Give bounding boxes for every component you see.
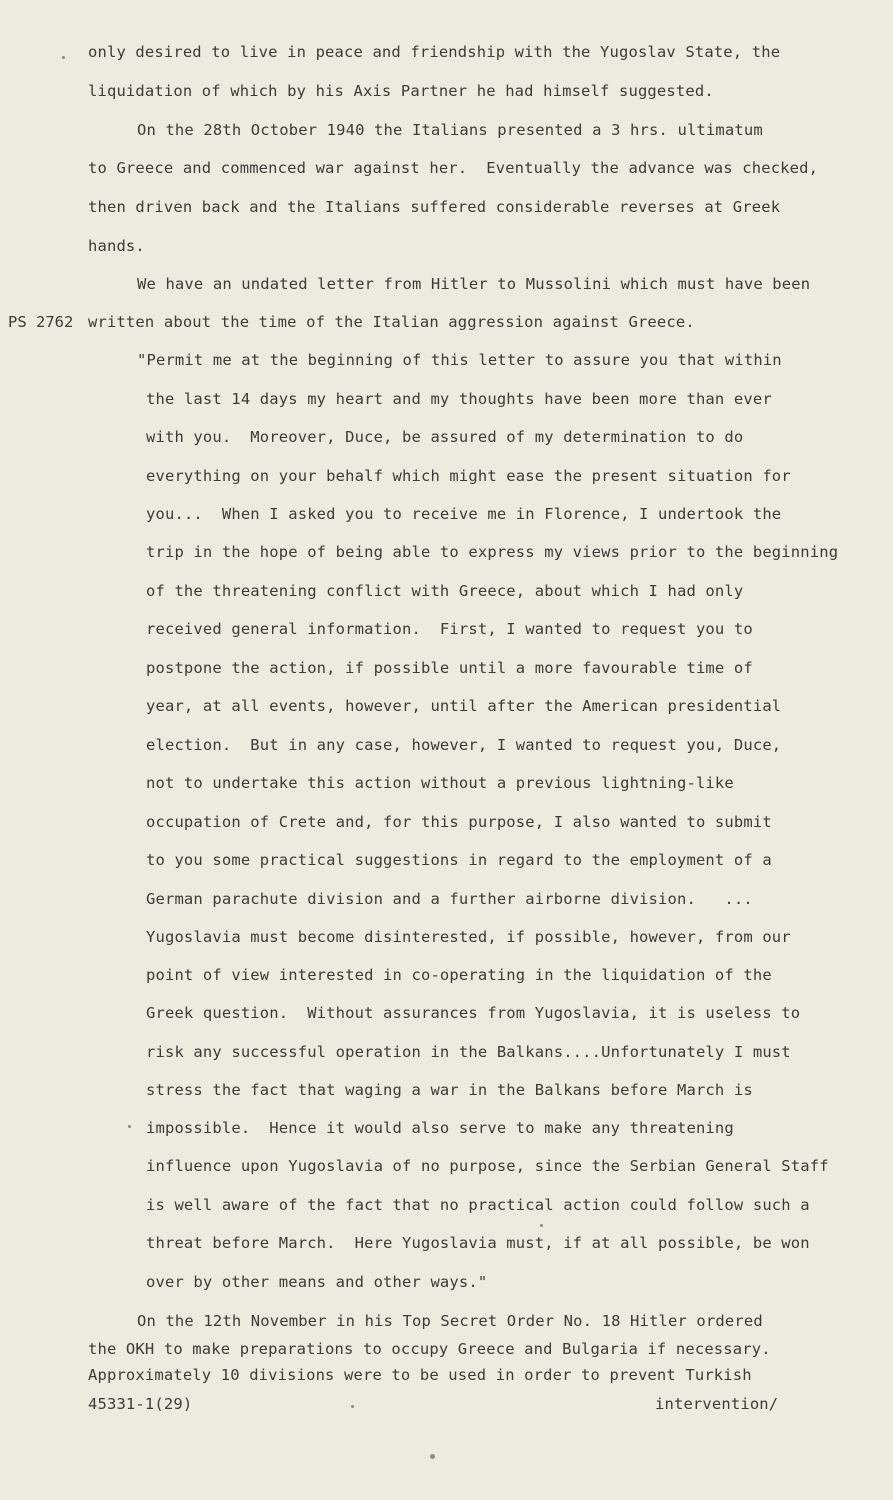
quote-line: stress the fact that waging a war in the Balkans before March is	[146, 1081, 753, 1099]
text-line: to Greece and commenced war against her. Eventually the advance was checked,	[88, 159, 819, 177]
quote-line: received general information. First, I wanted to request you to	[146, 620, 753, 638]
text-line: the OKH to make preparations to occupy Greece and Bulgaria if necessary.	[88, 1340, 771, 1358]
paper-speck	[128, 1125, 131, 1128]
text-line: written about the time of the Italian aggression against Greece.	[88, 313, 695, 331]
paper-speck	[351, 1405, 354, 1408]
quote-line: Yugoslavia must become disinterested, if possible, however, from our	[146, 928, 791, 946]
quote-line: impossible. Hence it would also serve to make any threatening	[146, 1119, 734, 1137]
quote-line: influence upon Yugoslavia of no purpose, since the Serbian General Staff	[146, 1157, 829, 1175]
paper-speck	[540, 1224, 543, 1227]
paper-speck	[430, 1454, 435, 1459]
quote-line: point of view interested in co-operating in the liquidation of the	[146, 966, 772, 984]
quote-line: you... When I asked you to receive me in Florence, I undertook the	[146, 505, 782, 523]
quote-line: occupation of Crete and, for this purpose, I also wanted to submit	[146, 813, 772, 831]
catchword: intervention/	[655, 1395, 779, 1413]
quote-line: to you some practical suggestions in regard to the employment of a	[146, 851, 772, 869]
quote-line: German parachute division and a further airborne division. ...	[146, 890, 753, 908]
text-line: On the 12th November in his Top Secret Order No. 18 Hitler ordered	[137, 1312, 763, 1330]
text-line: liquidation of which by his Axis Partner he had himself suggested.	[88, 82, 714, 100]
quote-line: year, at all events, however, until after the American presidential	[146, 697, 782, 715]
quote-line: not to undertake this action without a previous lightning-like	[146, 774, 734, 792]
text-line: On the 28th October 1940 the Italians presented a 3 hrs. ultimatum	[137, 121, 763, 139]
quote-line: trip in the hope of being able to express my views prior to the beginning	[146, 543, 839, 561]
paper-speck	[62, 56, 65, 59]
quote-line: is well aware of the fact that no practical action could follow such a	[146, 1196, 810, 1214]
text-line: Approximately 10 divisions were to be used in order to prevent Turkish	[88, 1366, 752, 1384]
quote-line: threat before March. Here Yugoslavia must, if at all possible, be won	[146, 1234, 810, 1252]
quote-line: Greek question. Without assurances from Yugoslavia, it is useless to	[146, 1004, 801, 1022]
text-line: then driven back and the Italians suffered considerable reverses at Greek	[88, 198, 781, 216]
quote-line: "Permit me at the beginning of this letter to assure you that within	[137, 351, 782, 369]
margin-reference: PS 2762	[8, 313, 74, 331]
quote-line: the last 14 days my heart and my thoughts have been more than ever	[146, 390, 772, 408]
document-number: 45331-1(29)	[88, 1395, 193, 1413]
text-line: We have an undated letter from Hitler to Mussolini which must have been	[137, 275, 811, 293]
text-line: hands.	[88, 237, 145, 255]
quote-line: over by other means and other ways."	[146, 1273, 488, 1291]
quote-line: election. But in any case, however, I wanted to request you, Duce,	[146, 736, 782, 754]
quote-line: of the threatening conflict with Greece, about which I had only	[146, 582, 744, 600]
quote-line: everything on your behalf which might ease the present situation for	[146, 467, 791, 485]
quote-line: risk any successful operation in the Balkans....Unfortunately I must	[146, 1043, 791, 1061]
quote-line: postpone the action, if possible until a more favourable time of	[146, 659, 753, 677]
text-line: only desired to live in peace and friendship with the Yugoslav State, the	[88, 43, 781, 61]
quote-line: with you. Moreover, Duce, be assured of my determination to do	[146, 428, 744, 446]
